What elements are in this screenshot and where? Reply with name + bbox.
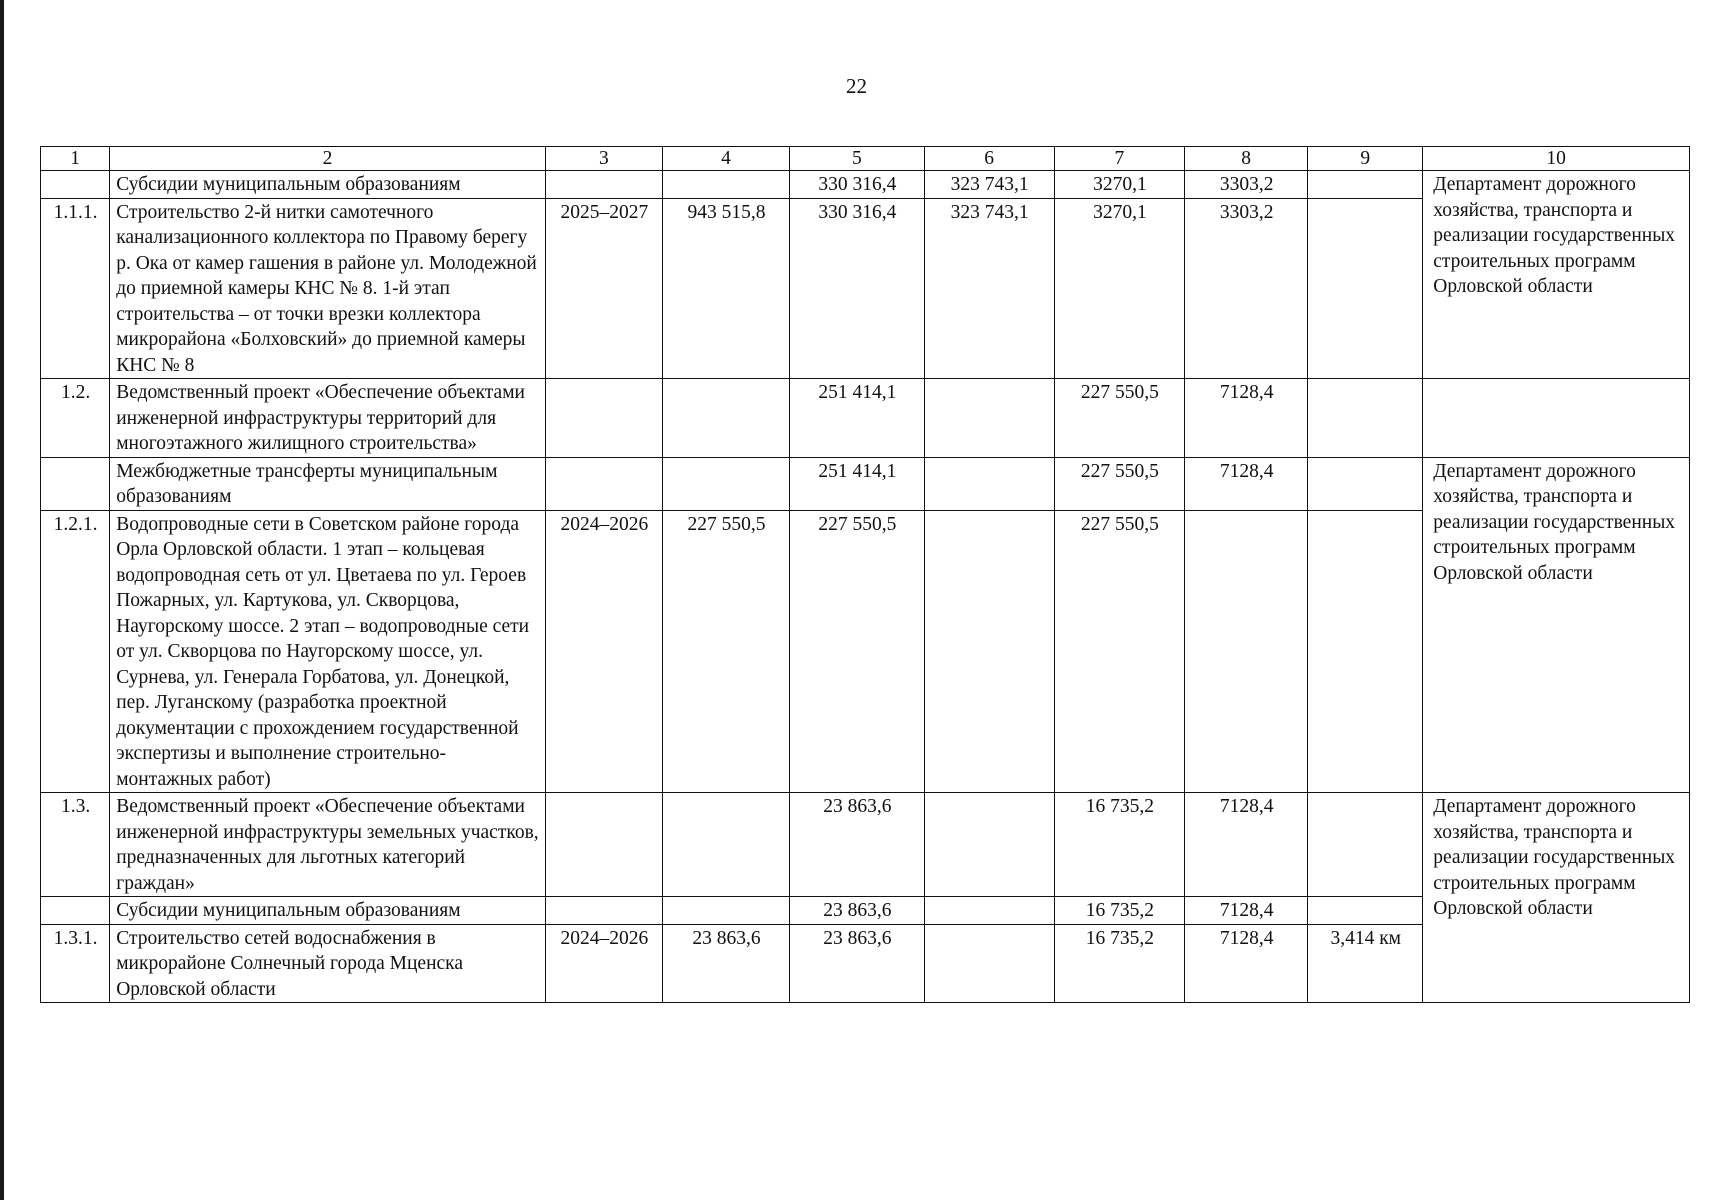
header-row — [41, 147, 1690, 171]
row-name: Водопроводные сети в Советском районе города Орла Орловской области. 1 этап – кольцевая водопроводная сеть от ул. Цветаева по ул. Героев Пожарных, ул. Картукова, ул. Скворцова, Наугорскому шоссе. 2 этап – водопроводные сети от ул. Скворцова по Наугорскому шоссе, ул. Сурнева, ул. Генерала Горбатова, ул. Донецкой, пер. Луганскому (разработка проектной документации с прохождением государственной экспертизы и выполнение строительно-монтажных работ) — [110, 510, 546, 793]
row-col7: 16 735,2 — [1054, 924, 1184, 1003]
header-cell: 2 — [110, 147, 546, 171]
row-col5: 23 863,6 — [790, 793, 924, 897]
row-period: 2024–2026 — [545, 924, 662, 1003]
row-col6 — [924, 897, 1054, 925]
row-number: 1.3. — [41, 793, 110, 897]
row-number — [41, 457, 110, 510]
row-col7: 227 550,5 — [1054, 457, 1184, 510]
row-period: 2025–2027 — [545, 198, 662, 379]
row-cost: 23 863,6 — [662, 924, 789, 1003]
row-col7: 16 735,2 — [1054, 793, 1184, 897]
program-table — [40, 146, 1690, 1003]
row-cost: 943 515,8 — [662, 198, 789, 379]
row-col9 — [1308, 198, 1423, 379]
row-number — [41, 897, 110, 925]
row-col8: 7128,4 — [1185, 457, 1308, 510]
row-col8 — [1185, 510, 1308, 793]
row-col5: 251 414,1 — [790, 457, 924, 510]
row-number: 1.3.1. — [41, 924, 110, 1003]
row-col8: 7128,4 — [1185, 897, 1308, 925]
row-name: Ведомственный проект «Обеспечение объектами инженерной инфраструктуры территорий для многоэтажного жилищного строительства» — [110, 379, 546, 458]
row-cost: 227 550,5 — [662, 510, 789, 793]
header-cell: 8 — [1185, 147, 1308, 171]
row-col6 — [924, 379, 1054, 458]
responsible-department: Департамент дорожного хозяйства, транспорта и реализации государственных строительных программ Орловской области — [1423, 171, 1690, 379]
row-col9 — [1308, 457, 1423, 510]
header-cell: 5 — [790, 147, 924, 171]
row-col8: 7128,4 — [1185, 793, 1308, 897]
row-col8: 3303,2 — [1185, 198, 1308, 379]
row-col6 — [924, 510, 1054, 793]
row-col9 — [1308, 171, 1423, 199]
row-col9: 3,414 км — [1308, 924, 1423, 1003]
row-col9 — [1308, 793, 1423, 897]
row-col5: 227 550,5 — [790, 510, 924, 793]
row-col7: 3270,1 — [1054, 198, 1184, 379]
row-col9 — [1308, 510, 1423, 793]
row-col5: 23 863,6 — [790, 897, 924, 925]
header-cell: 1 — [41, 147, 110, 171]
row-col5: 330 316,4 — [790, 198, 924, 379]
header-cell: 10 — [1423, 147, 1690, 171]
row-col7: 227 550,5 — [1054, 510, 1184, 793]
empty-department-cell — [1423, 379, 1690, 458]
row-name: Межбюджетные трансферты муниципальным образованиям — [110, 457, 546, 510]
row-name: Строительство 2-й нитки самотечного канализационного коллектора по Правому берегу р. Ока от камер гашения в районе ул. Молодежной до приемной камеры КНС № 8. 1-й этап строительства – от точки врезки коллектора микрорайона «Болховский» до приемной камеры КНС № 8 — [110, 198, 546, 379]
row-period — [545, 171, 662, 199]
table-row — [41, 793, 1690, 897]
header-cell: 6 — [924, 147, 1054, 171]
header-cell: 9 — [1308, 147, 1423, 171]
row-col9 — [1308, 379, 1423, 458]
responsible-department: Департамент дорожного хозяйства, транспорта и реализации государственных строительных программ Орловской области — [1423, 793, 1690, 1003]
page-number: 22 — [846, 74, 867, 98]
row-col8: 7128,4 — [1185, 924, 1308, 1003]
header-cell: 3 — [545, 147, 662, 171]
row-cost — [662, 379, 789, 458]
row-col9 — [1308, 897, 1423, 925]
row-period — [545, 897, 662, 925]
row-period — [545, 379, 662, 458]
row-number: 1.2. — [41, 379, 110, 458]
row-col7: 16 735,2 — [1054, 897, 1184, 925]
row-cost — [662, 457, 789, 510]
row-period: 2024–2026 — [545, 510, 662, 793]
row-period — [545, 793, 662, 897]
scan-page-edge — [0, 0, 4, 1200]
row-col7: 227 550,5 — [1054, 379, 1184, 458]
table-row — [41, 171, 1690, 199]
row-col8: 7128,4 — [1185, 379, 1308, 458]
row-number: 1.2.1. — [41, 510, 110, 793]
row-cost — [662, 793, 789, 897]
row-col6 — [924, 793, 1054, 897]
table-row — [41, 379, 1690, 458]
row-period — [545, 457, 662, 510]
row-col5: 251 414,1 — [790, 379, 924, 458]
row-number — [41, 171, 110, 199]
row-name: Субсидии муниципальным образованиям — [110, 171, 546, 199]
row-col6: 323 743,1 — [924, 198, 1054, 379]
row-col6 — [924, 924, 1054, 1003]
responsible-department: Департамент дорожного хозяйства, транспорта и реализации государственных строительных программ Орловской области — [1423, 457, 1690, 793]
row-name: Ведомственный проект «Обеспечение объектами инженерной инфраструктуры земельных участков, предназначенных для льготных категорий граждан» — [110, 793, 546, 897]
row-number: 1.1.1. — [41, 198, 110, 379]
row-col6: 323 743,1 — [924, 171, 1054, 199]
row-col5: 330 316,4 — [790, 171, 924, 199]
table-row — [41, 457, 1690, 510]
row-col8: 3303,2 — [1185, 171, 1308, 199]
row-cost — [662, 897, 789, 925]
row-cost — [662, 171, 789, 199]
row-col5: 23 863,6 — [790, 924, 924, 1003]
row-col7: 3270,1 — [1054, 171, 1184, 199]
row-name: Строительство сетей водоснабжения в микрорайоне Солнечный города Мценска Орловской области — [110, 924, 546, 1003]
row-name: Субсидии муниципальным образованиям — [110, 897, 546, 925]
header-cell: 4 — [662, 147, 789, 171]
row-col6 — [924, 457, 1054, 510]
header-cell: 7 — [1054, 147, 1184, 171]
